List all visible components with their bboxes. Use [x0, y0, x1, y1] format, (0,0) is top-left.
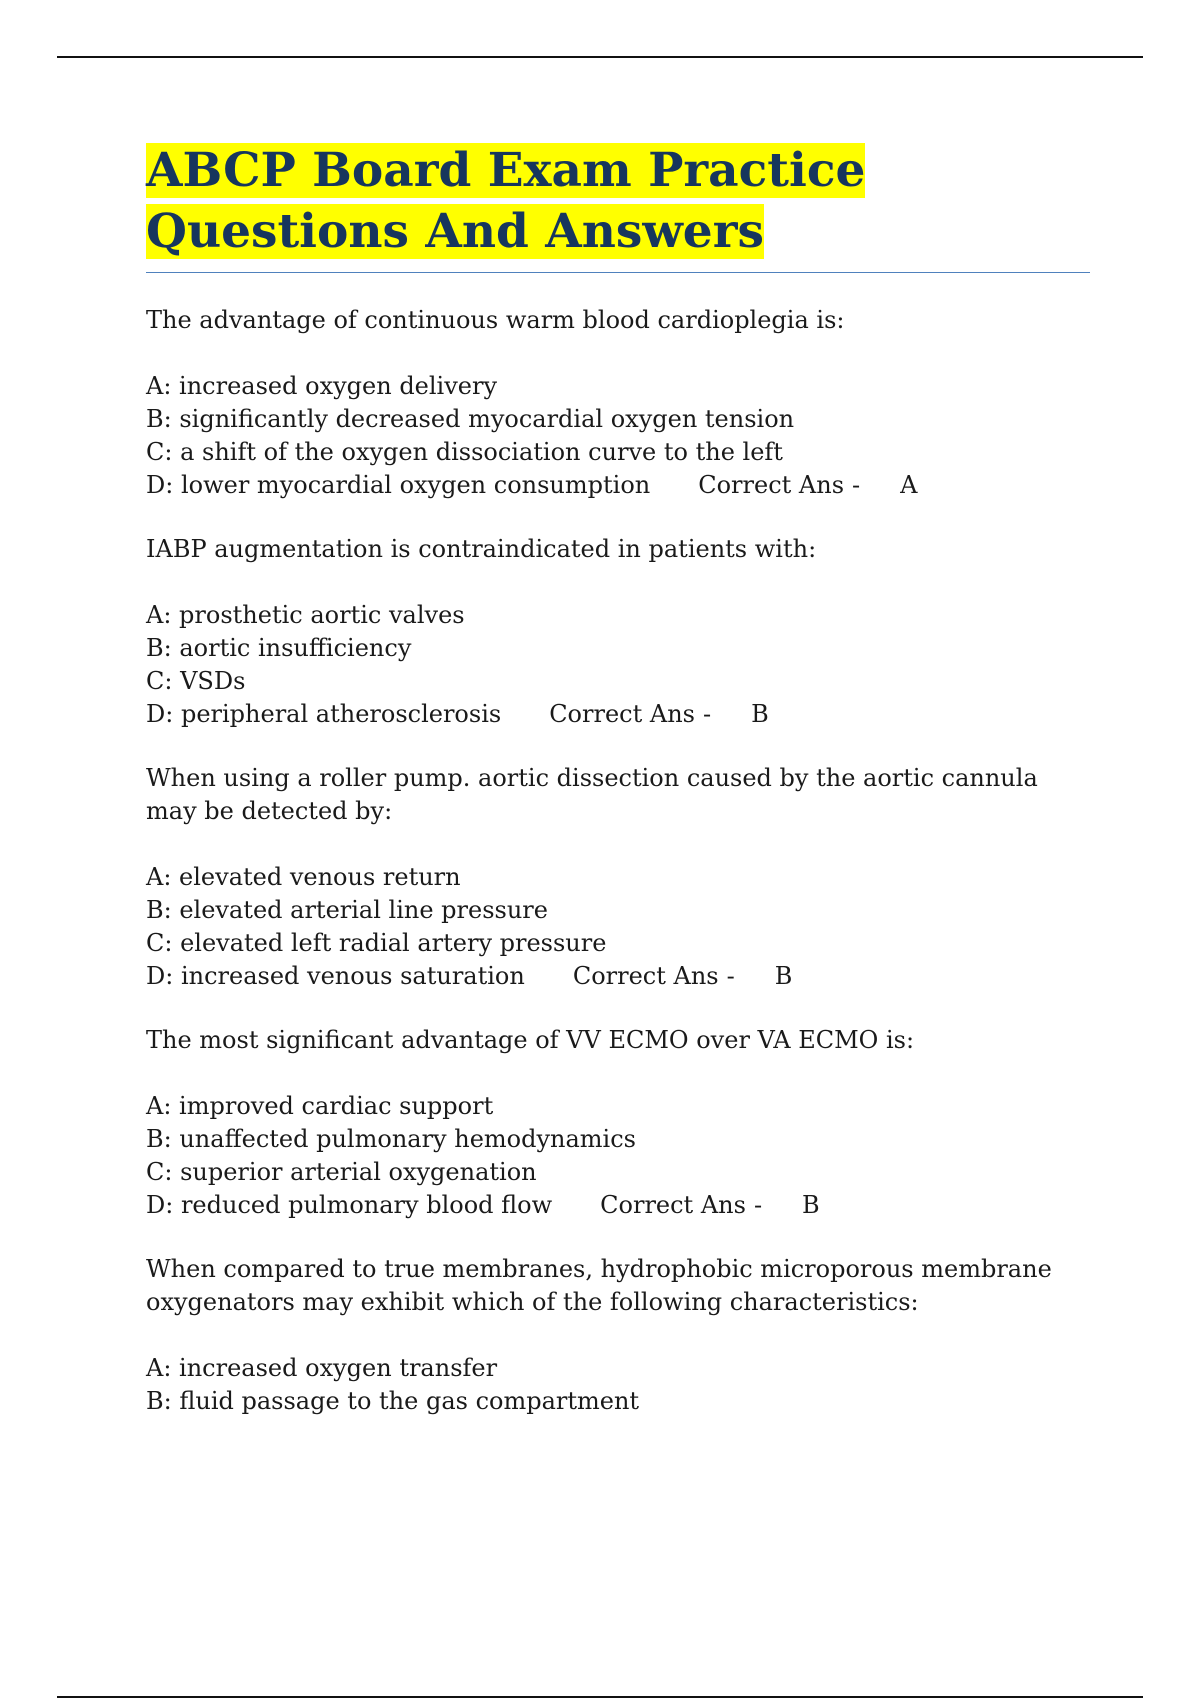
answer-separator: -: [753, 1191, 763, 1219]
question-4: [146, 1024, 1090, 1222]
question-text: The advantage of continuous warm blood cardioplegia is:: [146, 306, 845, 334]
option-d-line: [146, 1189, 1090, 1222]
answer-separator: -: [702, 700, 712, 728]
option-b: B: elevated arterial line pressure: [146, 896, 548, 924]
answer-letter: B: [751, 700, 769, 728]
correct-answer: [600, 1189, 820, 1222]
answer-letter: B: [802, 1191, 820, 1219]
question-text: The most significant advantage of VV ECMO over VA ECMO is:: [146, 1026, 915, 1054]
option-b: B: fluid passage to the gas compartment: [146, 1387, 640, 1415]
option-a: A: elevated venous return: [146, 863, 461, 891]
document-body: [146, 140, 1090, 1418]
footer-rule: [57, 1696, 1143, 1698]
question-3: [146, 762, 1090, 993]
answer-separator: -: [726, 962, 735, 990]
option-d-line: [146, 469, 1090, 502]
option-b: B: unaffected pulmonary hemodynamics: [146, 1125, 636, 1153]
answer-separator: -: [852, 471, 861, 499]
title-underline: [146, 272, 1090, 273]
option-d-line: [146, 698, 1090, 731]
option-d: D: reduced pulmonary blood flow: [146, 1191, 553, 1219]
option-d: D: lower myocardial oxygen consumption: [146, 471, 651, 499]
option-a: A: increased oxygen delivery: [146, 372, 498, 400]
document-title: [146, 140, 1090, 262]
option-b: B: significantly decreased myocardial oxygen tension: [146, 405, 795, 433]
correct-answer: [573, 960, 793, 993]
option-c: C: a shift of the oxygen dissociation curve to the left: [146, 438, 783, 466]
answer-label: Correct Ans: [600, 1191, 746, 1219]
question-text: IABP augmentation is contraindicated in patients with:: [146, 535, 817, 563]
answer-label: Correct Ans: [698, 471, 845, 499]
option-d-line: [146, 960, 1090, 993]
option-b: B: aortic insufficiency: [146, 634, 412, 662]
option-c: C: superior arterial oxygenation: [146, 1158, 537, 1186]
option-d: D: increased venous saturation: [146, 962, 525, 990]
question-5: [146, 1253, 1090, 1418]
question-1: [146, 304, 1090, 502]
option-c: C: VSDs: [146, 667, 246, 695]
question-text: When using a roller pump. aortic dissection caused by the aortic cannula may be detected by:: [146, 764, 1038, 825]
answer-letter: A: [900, 471, 918, 499]
correct-answer: [549, 698, 769, 731]
option-a: A: prosthetic aortic valves: [146, 601, 465, 629]
question-text: When compared to true membranes, hydrophobic microporous membrane oxygenators may exhibit which of the following characteristics:: [146, 1255, 1052, 1316]
option-d: D: peripheral atherosclerosis: [146, 700, 502, 728]
header-rule: [57, 56, 1143, 58]
option-a: A: increased oxygen transfer: [146, 1354, 498, 1382]
correct-answer: [698, 469, 917, 502]
question-2: [146, 533, 1090, 731]
option-c: C: elevated left radial artery pressure: [146, 929, 607, 957]
answer-label: Correct Ans: [549, 700, 695, 728]
document-title-highlight: ABCP Board Exam Practice Questions And Answers: [146, 143, 866, 259]
option-a: A: improved cardiac support: [146, 1092, 494, 1120]
answer-label: Correct Ans: [572, 962, 719, 990]
answer-letter: B: [774, 962, 793, 990]
